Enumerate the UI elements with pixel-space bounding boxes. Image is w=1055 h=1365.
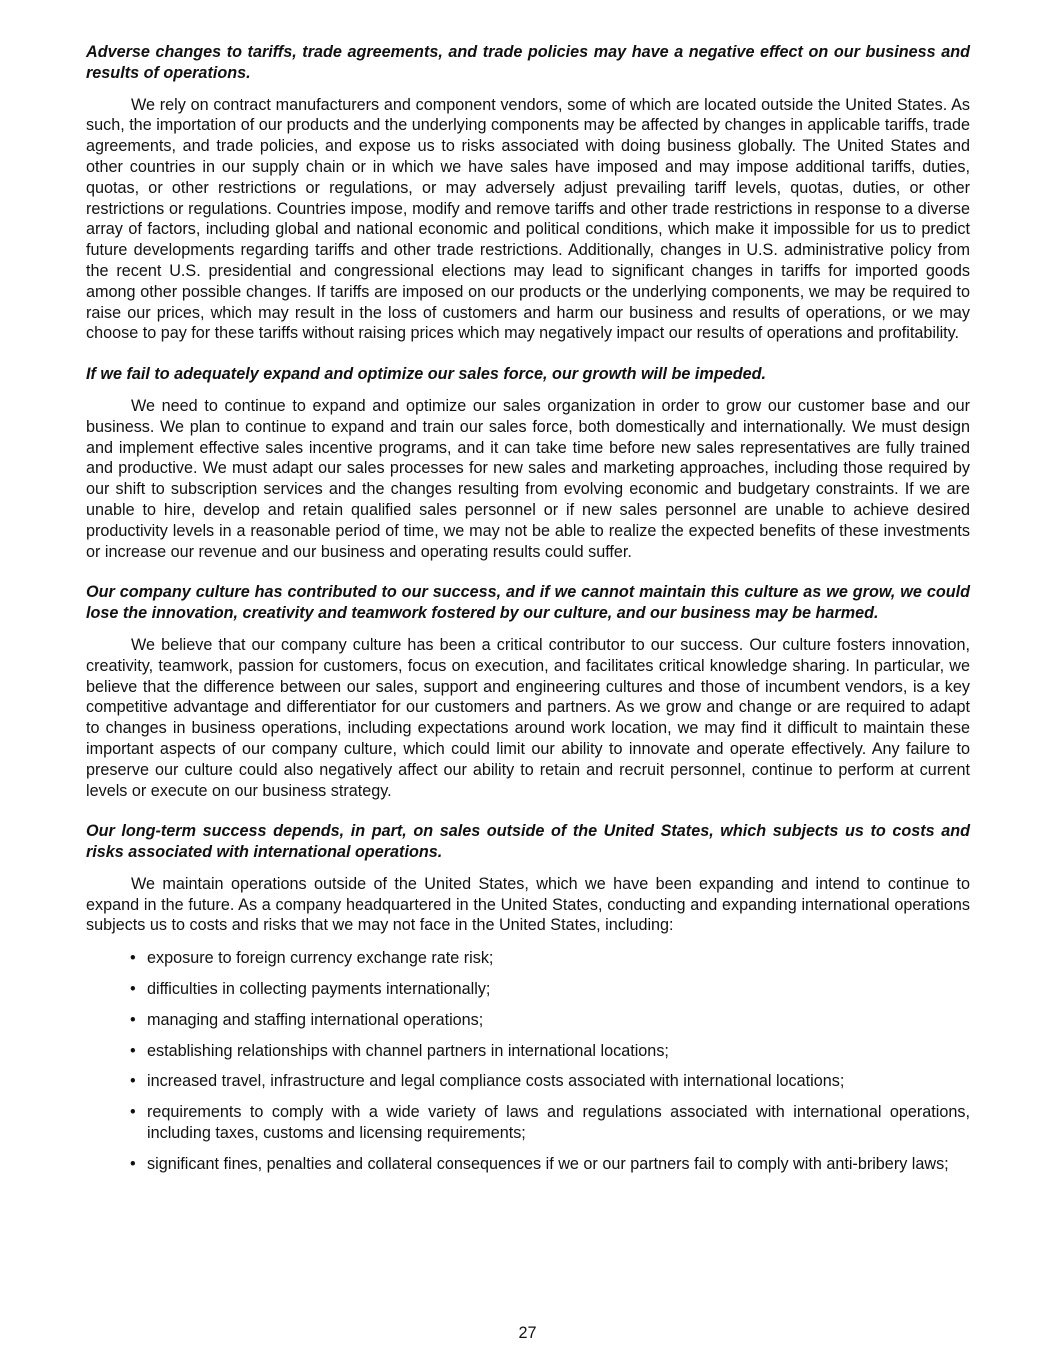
- bullet-icon: •: [130, 980, 136, 999]
- section-paragraph: We rely on contract manufacturers and component vendors, some of which are located outside the United States. As such, the importation of our products and the underlying components may be affected by changes in applicable tariffs, trade agreements, and trade policies, and expose us to risks associated with doing business globally. The United States and other countries in our supply chain or in which we have sales have imposed and may impose additional tariffs, duties, quotas, or other restrictions or regulations, or may adversely adjust prevailing tariff levels, quotas, duties, or other restrictions or regulations. Countries impose, modify and remove tariffs and other trade restrictions in response to a diverse array of factors, including global and national economic and political conditions, which make it impossible for us to predict future developments regarding tariffs and other trade restrictions. Additionally, changes in U.S. administrative policy from the recent U.S. presidential and congressional elections may lead to significant changes in tariffs for imported goods among other possible changes. If tariffs are imposed on our products or the underlying components, we may be required to raise our prices, which may result in the loss of customers and harm our business and results of operations, or we may choose to pay for these tariffs without raising prices which may negatively impact our results of operations and profitability.: [86, 95, 970, 343]
- section-heading: Adverse changes to tariffs, trade agreements, and trade policies may have a negative effect on our business and results of operations.: [86, 43, 970, 82]
- bullet-icon: •: [130, 1010, 136, 1029]
- document-page: [86, 42, 970, 1195]
- list-item: [126, 1102, 970, 1144]
- list-item-text: establishing relationships with channel partners in international locations;: [147, 1041, 669, 1060]
- section-heading: Our long-term success depends, in part, on sales outside of the United States, which subjects us to costs and risks associated with international operations.: [86, 822, 970, 862]
- list-item: [126, 1154, 970, 1175]
- list-item-text: difficulties in collecting payments internationally;: [147, 980, 491, 999]
- bullet-icon: •: [130, 1154, 136, 1173]
- list-item: [126, 1071, 970, 1092]
- risk-section-sales-force: [86, 364, 970, 562]
- list-item-text: requirements to comply with a wide variety of laws and regulations associated with international operations, including taxes, customs and licensing requirements;: [147, 1103, 970, 1143]
- section-heading: If we fail to adequately expand and optimize our sales force, our growth will be impeded.: [86, 365, 766, 384]
- bullet-icon: •: [130, 949, 136, 968]
- list-item: [126, 1010, 970, 1031]
- bullet-icon: •: [130, 1103, 136, 1122]
- bullet-icon: •: [130, 1041, 136, 1060]
- bullet-icon: •: [130, 1072, 136, 1091]
- list-item-text: exposure to foreign currency exchange rate risk;: [147, 949, 494, 968]
- risk-section-international: [86, 821, 970, 1174]
- list-item: [126, 979, 970, 1000]
- list-item-text: increased travel, infrastructure and legal compliance costs associated with international locations;: [147, 1072, 845, 1091]
- risk-section-company-culture: [86, 582, 970, 801]
- list-item: [126, 1041, 970, 1062]
- section-paragraph: We maintain operations outside of the United States, which we have been expanding and intend to continue to expand in the future. As a company headquartered in the United States, conducting and expanding international operations subjects us to costs and risks that we may not face in the United States, including:: [86, 874, 970, 935]
- section-paragraph: We believe that our company culture has been a critical contributor to our success. Our culture fosters innovation, creativity, teamwork, passion for customers, focus on execution, and facilitates critical knowledge sharing. In particular, we believe that the difference between our sales, support and engineering cultures and those of incumbent vendors, is a key competitive advantage and differentiator for our customers and partners. As we grow and change or are required to adapt to changes in business operations, including expectations around work location, we may find it difficult to maintain these important aspects of our company culture, which could limit our ability to innovate and operate effectively. Any failure to preserve our culture could also negatively affect our ability to retain and recruit personnel, continue to perform at current levels or execute on our business strategy.: [86, 635, 970, 800]
- section-paragraph: We need to continue to expand and optimize our sales organization in order to grow our customer base and our business. We plan to continue to expand and train our sales force, both domestically and internationally. We must design and implement effective sales incentive programs, and it can take time before new sales representatives are fully trained and productive. We must adapt our sales processes for new sales and marketing approaches, including those required by our shift to subscription services and the changes resulting from evolving economic and budgetary constraints. If we are unable to hire, develop and retain qualified sales personnel or if new sales personnel are unable to achieve desired productivity levels in a reasonable period of time, we may not be able to realize the expected benefits of these investments or increase our revenue and our business and operating results could suffer.: [86, 396, 970, 561]
- list-item-text: significant fines, penalties and collateral consequences if we or our partners fail to comply with anti-bribery laws;: [147, 1154, 949, 1173]
- list-item: [126, 948, 970, 969]
- list-item-text: managing and staffing international operations;: [147, 1010, 484, 1029]
- bullet-list: [86, 948, 970, 1174]
- page-number: 27: [518, 1324, 537, 1342]
- risk-section-tariffs: [86, 42, 970, 344]
- section-heading: Our company culture has contributed to our success, and if we cannot maintain this culture as we grow, we could lose the innovation, creativity and teamwork fostered by our culture, and our business may be harmed.: [86, 583, 970, 623]
